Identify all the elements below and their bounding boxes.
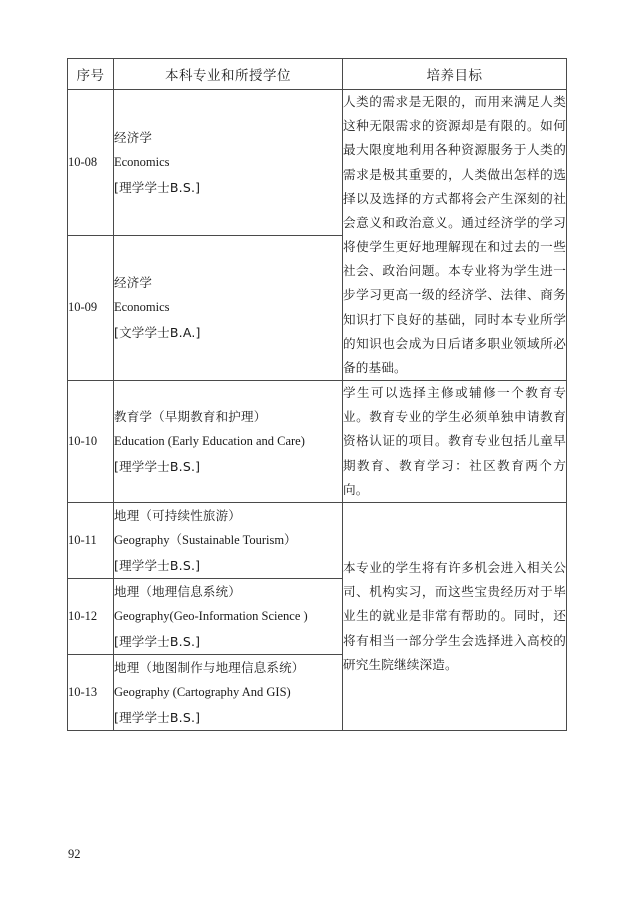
major-name-cn: 教育学（早期教育和护理） xyxy=(114,408,267,424)
major-name-en: Geography (Cartography And GIS) xyxy=(114,684,291,699)
major-degree: [理学学士B.S.] xyxy=(114,633,201,649)
major-name-cn: 地理（可持续性旅游） xyxy=(114,507,242,523)
row-id-10-13: 10-13 xyxy=(68,654,114,730)
major-name-en: Geography(Geo-Information Science ) xyxy=(114,608,308,623)
goal-text: 学生可以选择主修或辅修一个教育专业。教育专业的学生必须单独申请教育资格认证的项目。教育专业包括儿童早期教育、教育学习：社区教育两个方向。 xyxy=(343,385,566,497)
major-degree: [理学学士B.S.] xyxy=(114,709,201,725)
major-name-cn: 经济学 xyxy=(114,129,153,145)
column-header-id: 序号 xyxy=(68,59,114,90)
row-major-10-13 xyxy=(114,654,343,730)
row-id-10-11: 10-11 xyxy=(68,502,114,578)
major-name-cn: 地理（地理信息系统） xyxy=(114,583,242,599)
major-degree: [理学学士B.S.] xyxy=(114,458,201,474)
row-major-10-11 xyxy=(114,502,343,578)
goal-geography xyxy=(343,502,567,730)
goal-economics xyxy=(343,90,567,381)
goal-text: 本专业的学生将有许多机会进入相关公司、机构实习，而这些宝贵经历对于毕业生的就业是非常有帮助的。同时，还将有相当一部分学生会选择进入高校的研究生院继续深造。 xyxy=(343,559,566,672)
major-name-en: Education (Early Education and Care) xyxy=(114,433,305,448)
row-major-10-12 xyxy=(114,578,343,654)
page-number: 92 xyxy=(68,847,81,861)
row-major-10-10 xyxy=(114,381,343,503)
major-degree: [文学学士B.A.] xyxy=(114,325,201,341)
major-name-cn: 地理（地图制作与地理信息系统） xyxy=(114,659,305,675)
table-header-row xyxy=(68,59,567,90)
table-row xyxy=(68,502,567,578)
majors-table xyxy=(67,58,567,731)
major-degree: [理学学士B.S.] xyxy=(114,179,201,195)
row-id-10-08: 10-08 xyxy=(68,90,114,236)
goal-education xyxy=(343,381,567,503)
major-name-cn: 经济学 xyxy=(114,275,153,291)
row-major-10-09 xyxy=(114,235,343,381)
major-name-en: Economics xyxy=(114,154,170,169)
row-major-10-08 xyxy=(114,90,343,236)
major-degree: [理学学士B.S.] xyxy=(114,557,201,573)
row-id-10-09: 10-09 xyxy=(68,235,114,381)
row-id-10-12: 10-12 xyxy=(68,578,114,654)
table-row xyxy=(68,381,567,503)
table-row xyxy=(68,90,567,236)
major-name-en: Geography（Sustainable Tourism） xyxy=(114,532,297,547)
column-header-major: 本科专业和所授学位 xyxy=(114,59,343,90)
goal-text: 人类的需求是无限的，而用来满足人类这种无限需求的资源却是有限的。如何最大限度地利用各种资源服务于人类的需求是极其重要的，人类做出怎样的选择以及选择的方式都将会产生深刻的社会意义和政治意义。通过经济学的学习将使学生更好地理解现在和过去的一些社会、政治问题。本专业将为学生进一步学习更高一级的经济学、法律、商务知识打下良好的基础，同时本专业所学的知识也会成为日后诸多职业领域所必备的基础。 xyxy=(343,94,566,375)
major-name-en: Economics xyxy=(114,300,170,315)
column-header-goal: 培养目标 xyxy=(343,59,567,90)
row-id-10-10: 10-10 xyxy=(68,381,114,503)
